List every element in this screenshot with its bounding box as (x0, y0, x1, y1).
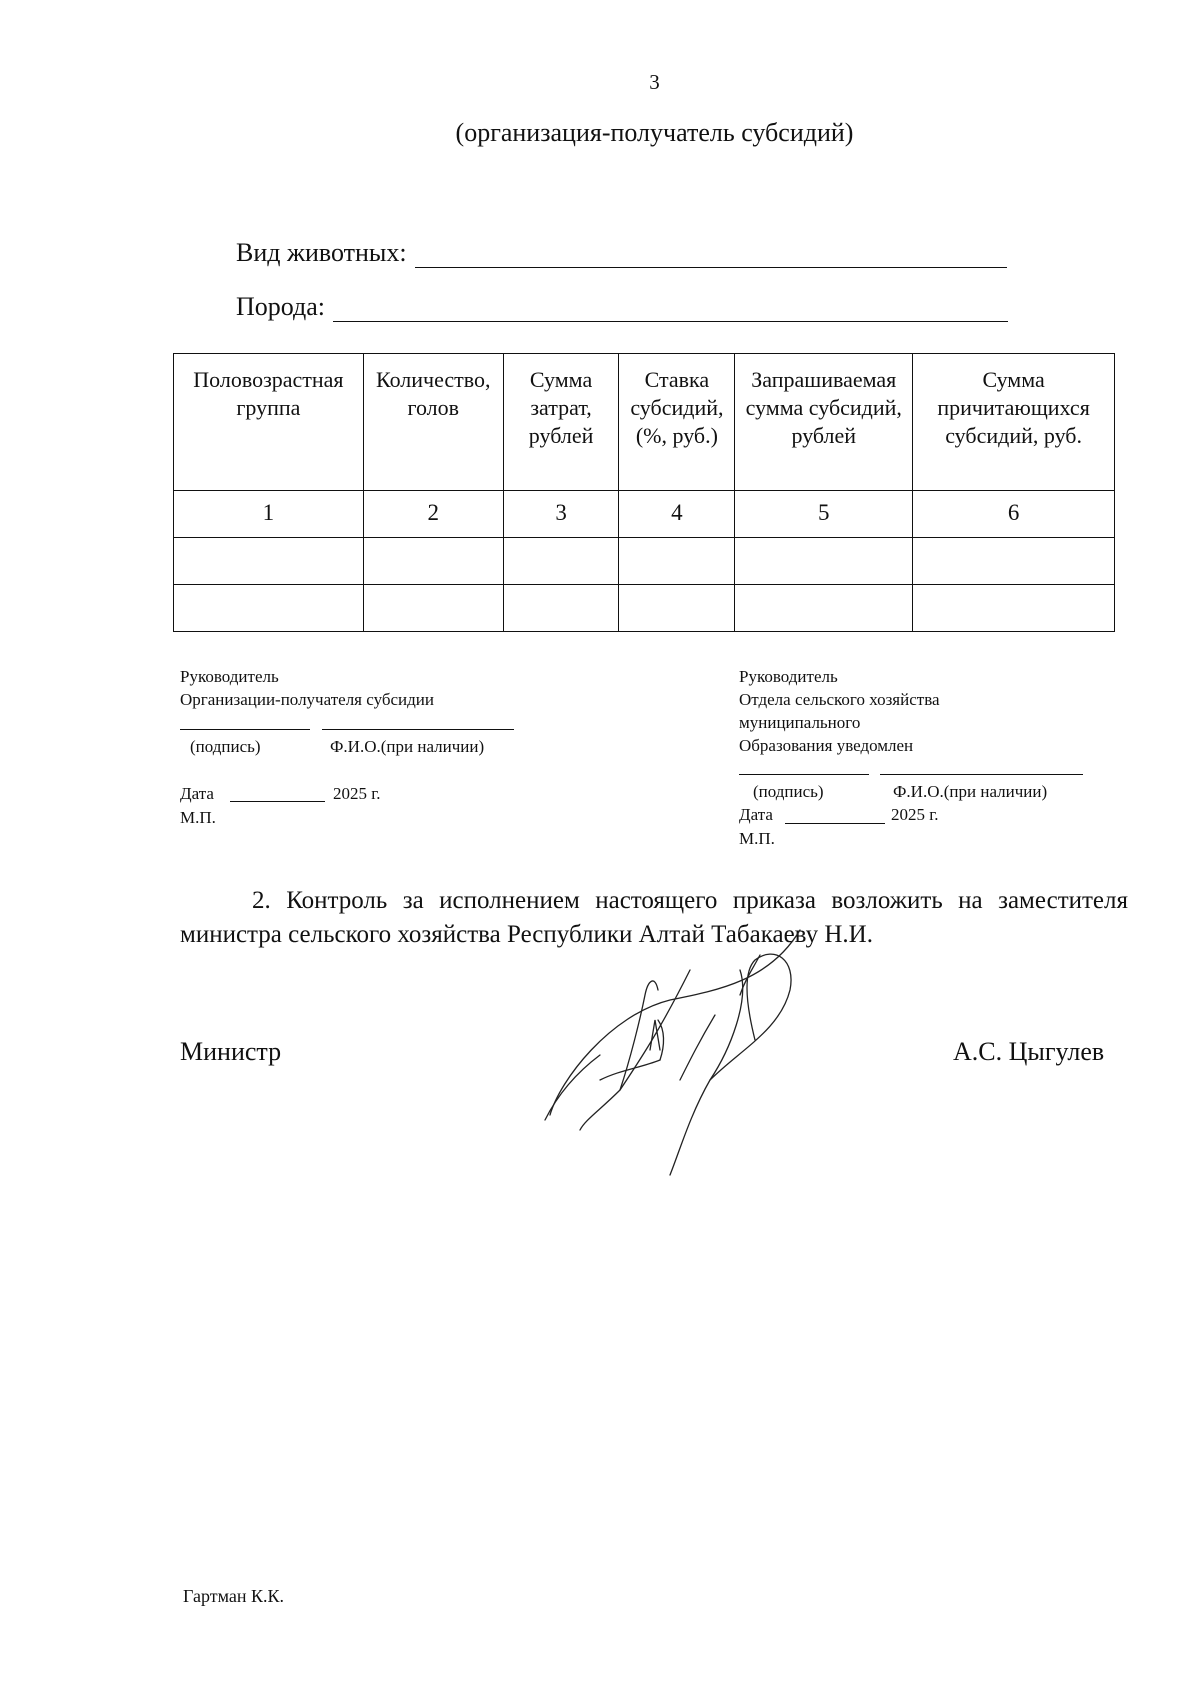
right-date-year: 2025 г. (891, 805, 939, 824)
table-cell (174, 585, 364, 632)
animal-type-line (415, 241, 1007, 268)
breed-label: Порода: (236, 292, 326, 321)
table-header-cell: Количество, голов (363, 354, 503, 491)
page-number: 3 (649, 70, 660, 94)
table-header-cell: Запрашиваемая сумма субсидий, рублей (735, 354, 913, 491)
table-cell: 4 (619, 491, 735, 538)
table-cell: 5 (735, 491, 913, 538)
table-header-cell: Ставка субсидий, (%, руб.) (619, 354, 735, 491)
table-cell (619, 585, 735, 632)
table-cell (913, 538, 1115, 585)
right-date-line (785, 822, 885, 824)
table-cell (619, 538, 735, 585)
right-block-line: муниципального (739, 713, 861, 732)
table-cell (363, 585, 503, 632)
left-signature-block (180, 665, 434, 711)
table-row (174, 585, 1115, 632)
signatory-name: А.С. Цыгулев (953, 1037, 1105, 1066)
table-cell (503, 585, 619, 632)
right-fio-line (880, 773, 1083, 775)
table-cell: 1 (174, 491, 364, 538)
left-date-label: Дата (180, 784, 214, 803)
right-fio-caption: Ф.И.О.(при наличии) (893, 782, 1048, 801)
left-fio-line (322, 728, 514, 730)
left-fio-caption: Ф.И.О.(при наличии) (330, 737, 485, 756)
subsidy-table (173, 353, 1115, 632)
table-header-cell: Сумма затрат, рублей (503, 354, 619, 491)
right-block-line: Руководитель (739, 667, 838, 686)
left-date-year: 2025 г. (333, 784, 381, 803)
left-signature-line (180, 728, 310, 730)
table-cell (503, 538, 619, 585)
right-date-label: Дата (739, 805, 773, 824)
animal-type-label: Вид животных: (236, 238, 407, 267)
org-caption: (организация-получатель субсидий) (455, 118, 854, 147)
signatory-title: Министр (180, 1037, 282, 1066)
table-cell: 2 (363, 491, 503, 538)
left-block-line: Организации-получателя субсидии (180, 690, 434, 709)
table-cell (735, 538, 913, 585)
table-cell: 6 (913, 491, 1115, 538)
executor-name: Гартман К.К. (183, 1586, 284, 1606)
table-header-row (174, 354, 1115, 491)
right-block-line: Образования уведомлен (739, 736, 914, 755)
table-cell (735, 585, 913, 632)
animal-type-field (236, 238, 1007, 268)
table-header-cell: Половозрастная группа (174, 354, 364, 491)
handwritten-signature (540, 920, 820, 1180)
table-row (174, 538, 1115, 585)
breed-field (236, 292, 1008, 322)
table-header-cell: Сумма причитающихся субсидий, руб. (913, 354, 1115, 491)
table-cell (174, 538, 364, 585)
table-cell: 3 (503, 491, 619, 538)
table-cell (363, 538, 503, 585)
right-stamp: М.П. (739, 829, 775, 848)
right-signature-block (739, 665, 940, 757)
left-stamp: М.П. (180, 808, 216, 827)
right-signature-caption: (подпись) (753, 782, 824, 801)
right-signature-line (739, 773, 869, 775)
breed-line (333, 295, 1008, 322)
control-paragraph: 2. Контроль за исполнением настоящего приказа возложить на заместителя министра сельского хозяйства Республики Алтай Табакаеву Н.И. (180, 887, 1128, 948)
table-cell (913, 585, 1115, 632)
left-block-line: Руководитель (180, 667, 279, 686)
left-date-line (230, 800, 325, 802)
left-signature-caption: (подпись) (190, 737, 261, 756)
right-block-line: Отдела сельского хозяйства (739, 690, 940, 709)
table-number-row (174, 491, 1115, 538)
